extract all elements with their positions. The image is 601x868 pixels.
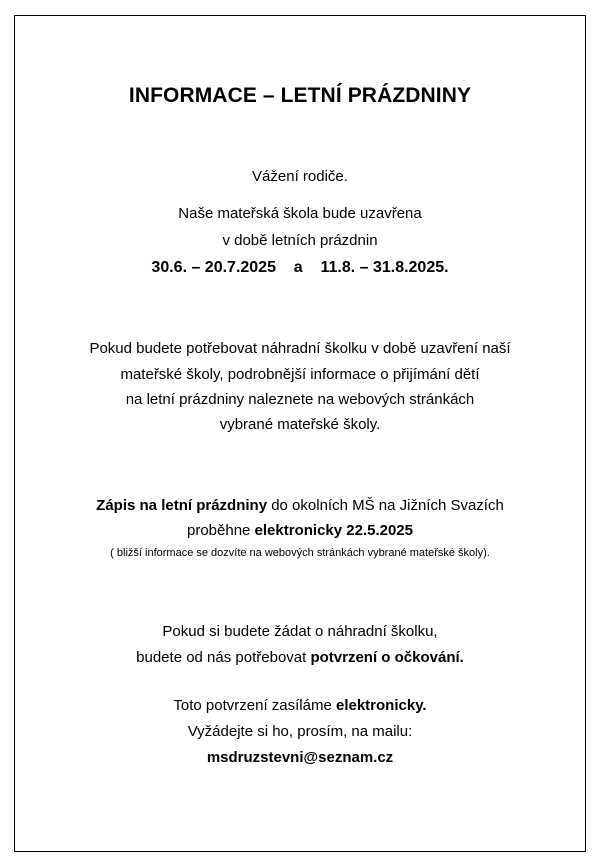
vaccination-line-4: Vyžádejte si ho, prosím, na mailu: <box>187 723 413 740</box>
enrollment-text: do okolních MŠ na Jižních Svazích <box>267 497 504 514</box>
enrollment-text-2: proběhne <box>186 522 255 539</box>
closure-period-1: 30.6. – 20.7.2025 <box>151 259 276 276</box>
vaccination-text: budete od nás potřebovat <box>136 649 311 666</box>
enrollment-note: ( bližší informace se dozvíte na webových stránkách vybrané mateřské školy). <box>110 547 490 559</box>
substitute-line-2: mateřské školy, podrobnější informace o přijímání dětí <box>120 366 480 383</box>
closure-periods <box>15 259 585 277</box>
closure-line-1: Naše mateřská škola bude uzavřena <box>178 205 422 222</box>
closure-period-2: 11.8. – 31.8.2025. <box>320 259 449 276</box>
vaccination-line-1: Pokud si budete žádat o náhradní školku, <box>162 623 438 640</box>
enrollment-line-1 <box>15 497 585 514</box>
vaccination-line-3 <box>15 697 585 714</box>
vaccination-highlight: potvrzení o očkování. <box>310 649 464 666</box>
notice-page <box>14 15 586 852</box>
page-title: INFORMACE – LETNÍ PRÁZDNINY <box>128 84 472 107</box>
substitute-line-4: vybrané mateřské školy. <box>219 416 381 433</box>
greeting: Vážení rodiče. <box>252 168 348 185</box>
substitute-line-3: na letní prázdniny naleznete na webových stránkách <box>125 391 475 408</box>
enrollment-line-2 <box>15 522 585 539</box>
enrollment-date: elektronicky 22.5.2025 <box>254 522 413 539</box>
vaccination-line-2 <box>15 649 585 666</box>
enrollment-highlight: Zápis na letní prázdniny <box>96 497 268 514</box>
electronic-highlight: elektronicky. <box>335 697 427 714</box>
closure-line-2: v době letních prázdnin <box>222 232 378 249</box>
contact-email[interactable]: msdruzstevni@seznam.cz <box>206 749 394 766</box>
substitute-line-1: Pokud budete potřebovat náhradní školku v době uzavření naší <box>89 340 511 357</box>
closure-connector: a <box>293 259 303 276</box>
electronic-text: Toto potvrzení zasíláme <box>173 697 336 714</box>
